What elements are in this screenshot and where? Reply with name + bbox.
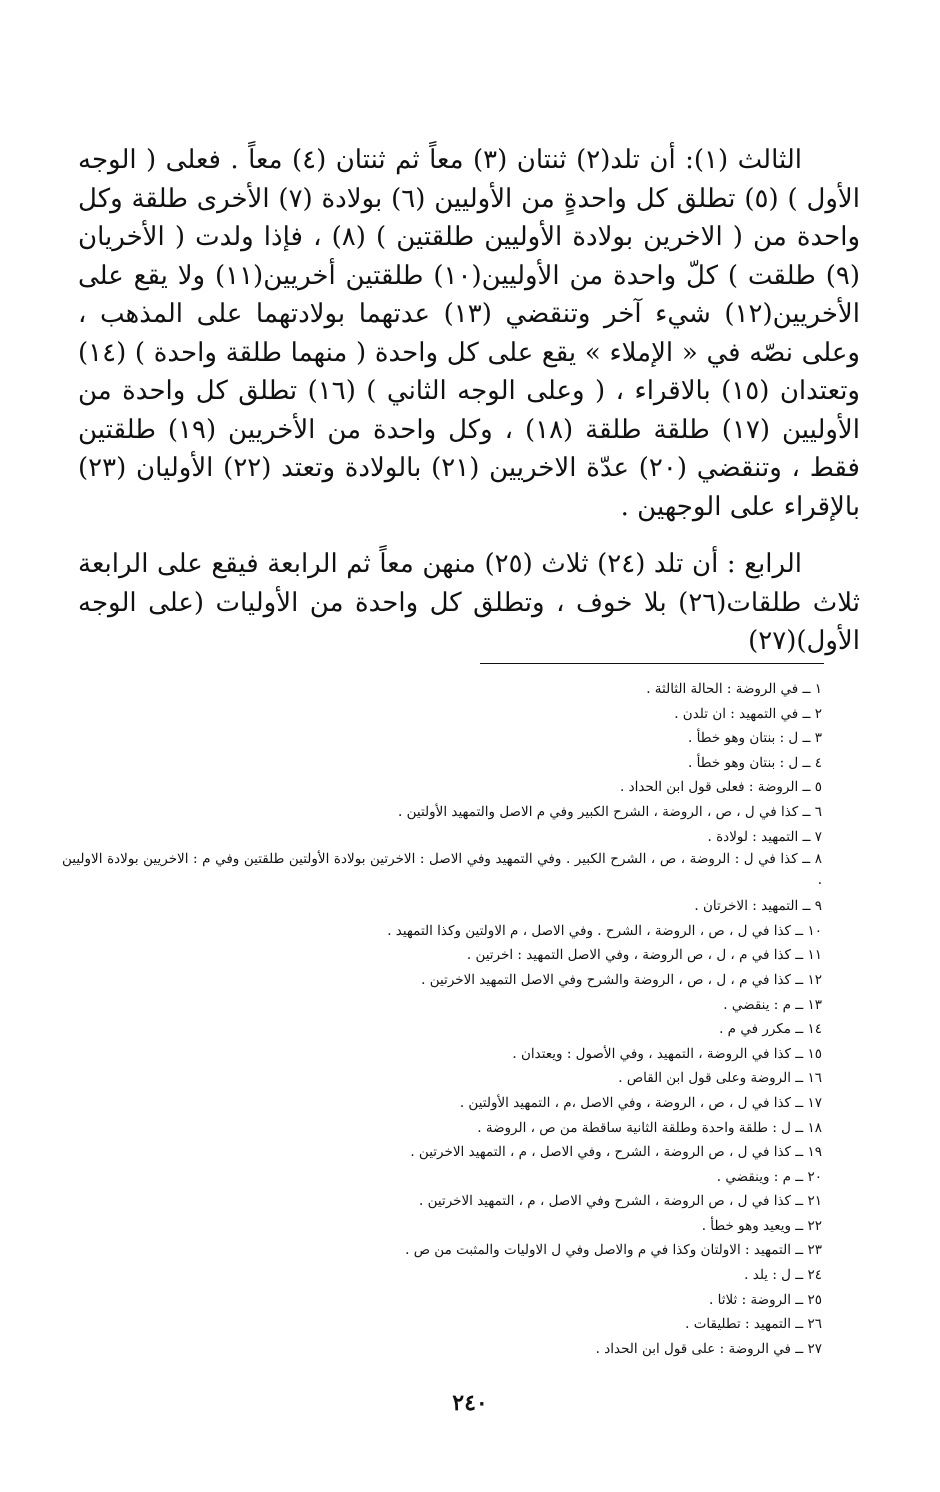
footnote: ١٥ ــ كذا في الروضة ، التمهيد ، وفي الأصول : ويعتدان . xyxy=(512,1045,822,1062)
footnote: ٢٧ ــ في الروضة : على قول ابن الحداد . xyxy=(595,1340,822,1357)
footnote-separator xyxy=(480,663,824,664)
footnote: ٣ ــ ل : بنتان وهو خطأ . xyxy=(688,730,822,747)
footnote: ٢٤ ــ ل : يلد . xyxy=(744,1267,822,1284)
footnote: ١٤ ــ مكرر في م . xyxy=(719,1021,822,1038)
footnote: ١٠ ــ كذا في ل ، ص ، الروضة ، الشرح . وفي الاصل ، م الاولتين وكذا التمهيد . xyxy=(387,922,822,939)
footnote: ٨ ــ كذا في ل : الروضة ، ص ، الشرح الكبير . وفي التمهيد وفي الاصل : الاخرتين بولادة الأولتين طلقتين وفي م : الاخريين بولادة الاوليين . xyxy=(62,851,822,889)
footnote: ١٢ ــ كذا في م ، ل ، ص ، الروضة والشرح وفي الاصل التمهيد الاخرتين . xyxy=(421,971,822,988)
footnote: ١١ ــ كذا في م ، ل ، ص الروضة ، وفي الاصل التمهيد : اخرتين . xyxy=(466,947,822,964)
main-paragraph-case-three xyxy=(78,141,860,526)
footnote: ٢٣ ــ التمهيد : الاولتان وكذا في م والاصل وفي ل الاوليات والمثبت من ص . xyxy=(405,1242,822,1259)
paragraph-text: الثالث (١): أن تلد(٢) ثنتان (٣) معاً ثم ثنتان (٤) معاً . فعلى ( الوجه الأول ) (٥) تطلق كل واحدةٍ من الأوليين (٦) بولادة (٧) الأخرى طلقة وكل واحدة من ( الاخرين بولادة الأوليين طلقتين ) (٨) ، فإذا ولدت ( الأخريان (٩) طلقت ) كلّ واحدة من الأوليين(١٠) طلقتين أخريين(١١) ولا يقع على الأخريين(١٢) شيء آخر وتنقضي (١٣) عدتهما بولادتهما على المذهب ، وعلى نصّه في « الإملاء » يقع على كل واحدة ( منهما طلقة واحدة ) (١٤) وتعتدان (١٥) بالاقراء ، ( وعلى الوجه الثاني ) (١٦) تطلق كل واحدة من الأوليين (١٧) طلقة طلقة (١٨) ، وكل واحدة من الأخريين (١٩) طلقتين فقط ، وتنقضي (٢٠) عدّة الاخريين (٢١) بالولادة وتعتد (٢٢) الأوليان (٢٣) بالإقراء على الوجهين . xyxy=(78,145,860,522)
footnote: ١٧ ــ كذا في ل ، ص ، الروضة ، وفي الاصل ،م ، التمهيد الأولتين . xyxy=(459,1094,822,1111)
footnote: ١٣ ــ م : ينقضي . xyxy=(723,996,822,1013)
footnote: ٧ ــ التمهيد : لولادة . xyxy=(707,828,822,845)
footnote: ٢٥ ــ الروضة : ثلاثا . xyxy=(709,1291,822,1308)
footnotes-list xyxy=(62,677,822,1361)
paragraph-text: الرابع : أن تلد (٢٤) ثلاث (٢٥) منهن معاً ثم الرابعة فيقع على الرابعة ثلاث طلقات(٢٦) بلا خوف ، وتطلق كل واحدة من الأوليات (على الوجه الأول)(٢٧) xyxy=(78,549,860,656)
footnote: ٤ ــ ل : بنتان وهو خطأ . xyxy=(688,754,822,771)
page-number: ٢٤٠ xyxy=(452,1390,488,1416)
footnote: ٥ ــ الروضة : فعلى قول ابن الحداد . xyxy=(619,779,822,796)
footnote: ٦ ــ كذا في ل ، ص ، الروضة ، الشرح الكبير وفي م الاصل والتمهيد الأولتين . xyxy=(398,803,822,820)
footnote: ٢ ــ في التمهيد : ان تلدن . xyxy=(674,705,822,722)
footnote: ٢٢ ــ ويعيد وهو خطأ . xyxy=(701,1217,822,1234)
footnote: ١٩ ــ كذا في ل ، ص الروضة ، الشرح ، وفي الاصل ، م ، التمهيد الاخرتين . xyxy=(410,1144,822,1161)
footnote: ٢٠ ــ م : وينقضي . xyxy=(716,1168,822,1185)
footnote: ١٨ ــ ل : طلقة واحدة وطلقة الثانية ساقطة من ص ، الروضة . xyxy=(477,1119,822,1136)
main-paragraph-case-four xyxy=(78,545,860,661)
footnote: ٢٦ ــ التمهيد : تطليقات . xyxy=(685,1316,822,1333)
footnote: ٢١ ــ كذا في ل ، ص الروضة ، الشرح وفي الاصل ، م ، التمهيد الاخرتين . xyxy=(419,1193,822,1210)
footnote: ١ ــ في الروضة : الحالة الثالثة . xyxy=(646,681,822,697)
footnote: ٩ ــ التمهيد : الاخرتان . xyxy=(694,898,822,915)
footnote: ١٦ ــ الروضة وعلى قول ابن القاص . xyxy=(618,1070,822,1087)
